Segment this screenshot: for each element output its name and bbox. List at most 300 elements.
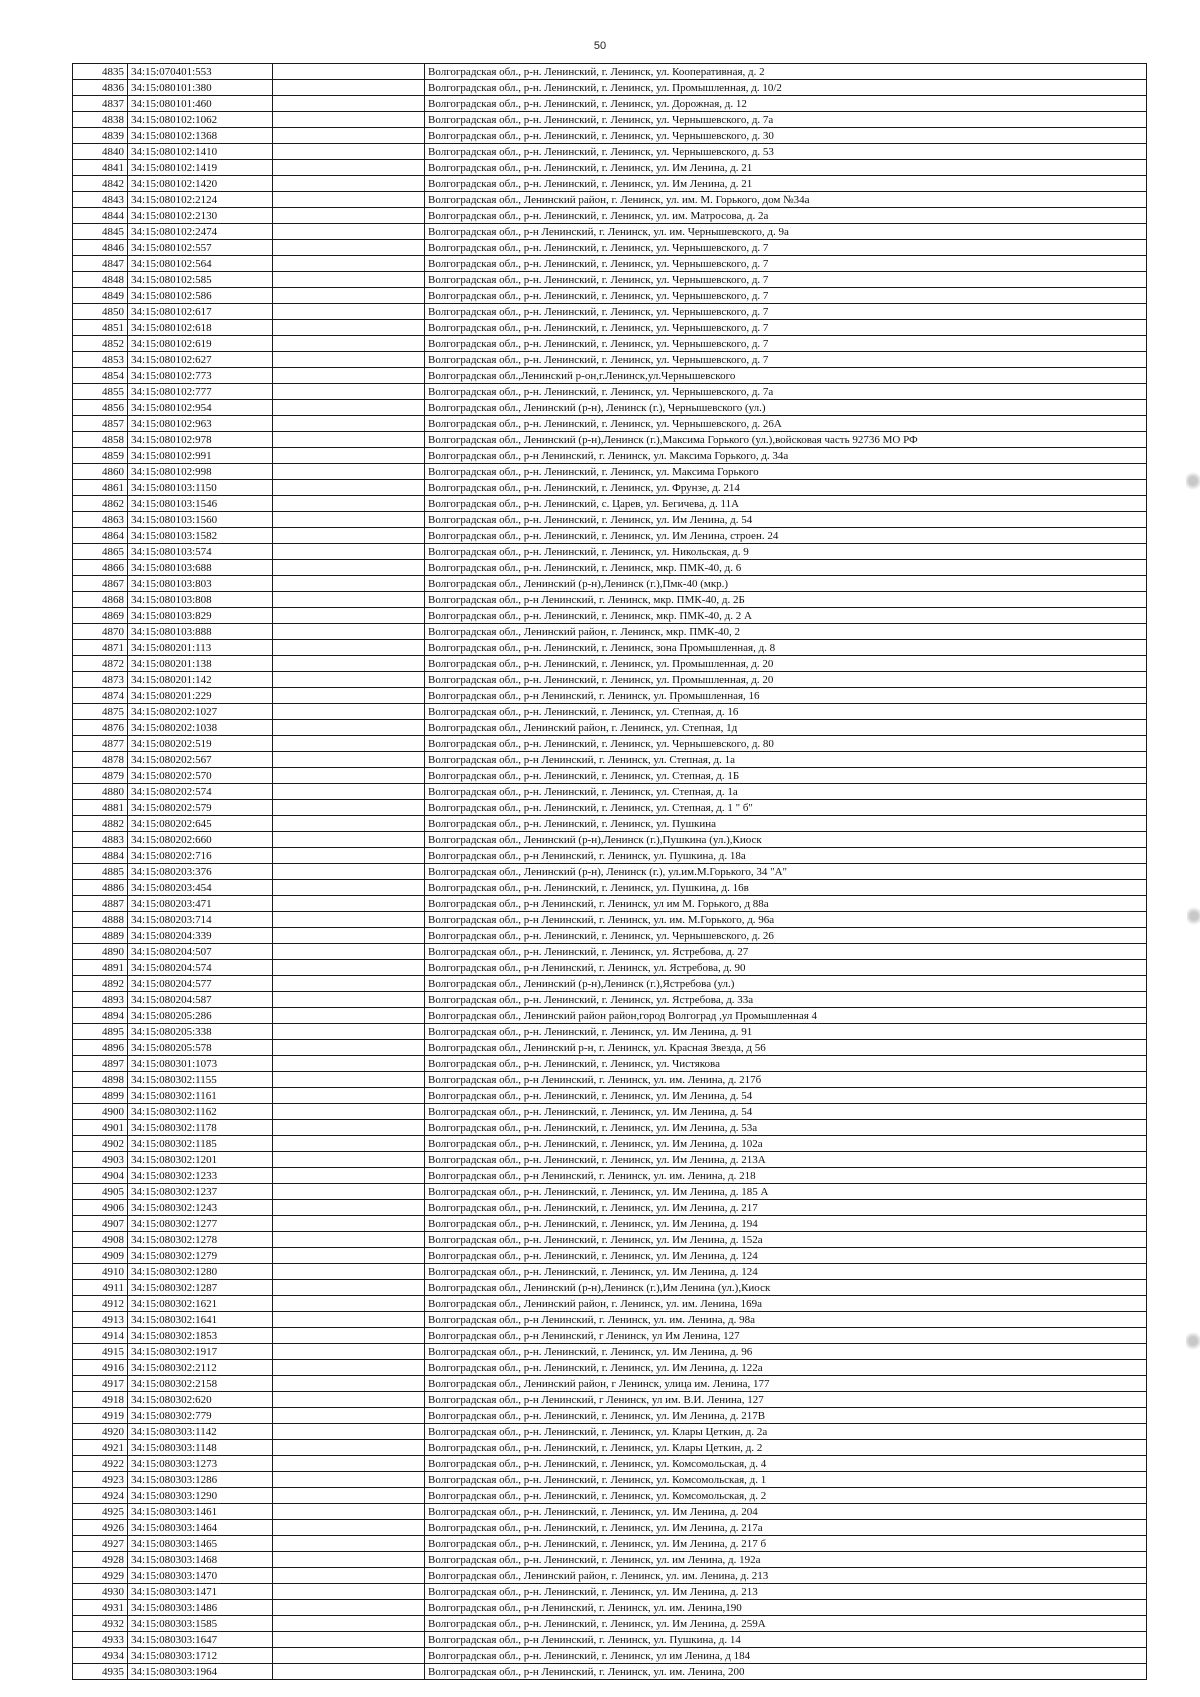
address: Волгоградская обл., р-н. Ленинский, г. Ленинск, ул. Клары Цеткин, д. 2а <box>425 1424 1147 1440</box>
empty-cell <box>273 224 425 240</box>
address: Волгоградская обл., р-н Ленинский, г. Ленинск, ул им М. Горького, д 88а <box>425 896 1147 912</box>
address: Волгоградская обл., р-н. Ленинский, г. Ленинск, ул. Им Ленина, д. 96 <box>425 1344 1147 1360</box>
empty-cell <box>273 736 425 752</box>
cadastral-number: 34:15:080202:1027 <box>128 704 273 720</box>
cadastral-number: 34:15:080203:714 <box>128 912 273 928</box>
table-row <box>73 608 1147 624</box>
empty-cell <box>273 1120 425 1136</box>
row-number: 4935 <box>73 1664 128 1680</box>
row-number: 4896 <box>73 1040 128 1056</box>
row-number: 4839 <box>73 128 128 144</box>
empty-cell <box>273 512 425 528</box>
row-number: 4910 <box>73 1264 128 1280</box>
table-row <box>73 1296 1147 1312</box>
empty-cell <box>273 1200 425 1216</box>
cadastral-number: 34:15:080302:1641 <box>128 1312 273 1328</box>
cadastral-number: 34:15:080202:519 <box>128 736 273 752</box>
address: Волгоградская обл., р-н. Ленинский, г. Ленинск, ул. Чернышевского, д. 26А <box>425 416 1147 432</box>
row-number: 4840 <box>73 144 128 160</box>
empty-cell <box>273 1104 425 1120</box>
address: Волгоградская обл., р-н Ленинский, г. Ленинск, ул. Пушкина, д. 14 <box>425 1632 1147 1648</box>
table-row <box>73 1088 1147 1104</box>
table-row <box>73 240 1147 256</box>
cadastral-number: 34:15:080103:574 <box>128 544 273 560</box>
table-row <box>73 416 1147 432</box>
row-number: 4906 <box>73 1200 128 1216</box>
empty-cell <box>273 112 425 128</box>
address: Волгоградская обл., р-н Ленинский, г. Ленинск, ул. им. Ленина,190 <box>425 1600 1147 1616</box>
address: Волгоградская обл., р-н. Ленинский, г. Ленинск, ул. Им Ленина, д. 204 <box>425 1504 1147 1520</box>
empty-cell <box>273 272 425 288</box>
cadastral-number: 34:15:080103:803 <box>128 576 273 592</box>
empty-cell <box>273 544 425 560</box>
address: Волгоградская обл., р-н Ленинский, г Ленинск, ул им. В.И. Ленина, 127 <box>425 1392 1147 1408</box>
cadastral-number: 34:15:080303:1470 <box>128 1568 273 1584</box>
table-row <box>73 896 1147 912</box>
row-number: 4887 <box>73 896 128 912</box>
address: Волгоградская обл., р-н. Ленинский, г. Ленинск, ул. Чернышевского, д. 80 <box>425 736 1147 752</box>
cadastral-number: 34:15:080102:564 <box>128 256 273 272</box>
empty-cell <box>273 688 425 704</box>
empty-cell <box>273 1280 425 1296</box>
row-number: 4837 <box>73 96 128 112</box>
table-row <box>73 1632 1147 1648</box>
address: Волгоградская обл., Ленинский (р-н),Ленинск (г.),Ястребова (ул.) <box>425 976 1147 992</box>
address: Волгоградская обл., Ленинский район, г. Ленинск, ул. им. Ленина, д. 213 <box>425 1568 1147 1584</box>
table-row <box>73 944 1147 960</box>
empty-cell <box>273 704 425 720</box>
table-row <box>73 1424 1147 1440</box>
cadastral-number: 34:15:080202:574 <box>128 784 273 800</box>
empty-cell <box>273 160 425 176</box>
row-number: 4917 <box>73 1376 128 1392</box>
cadastral-number: 34:15:080303:1964 <box>128 1664 273 1680</box>
cadastral-number: 34:15:080103:1546 <box>128 496 273 512</box>
table-row <box>73 352 1147 368</box>
row-number: 4867 <box>73 576 128 592</box>
table-row <box>73 528 1147 544</box>
empty-cell <box>273 1088 425 1104</box>
cadastral-number: 34:15:080303:1468 <box>128 1552 273 1568</box>
address: Волгоградская обл., р-н. Ленинский, г. Ленинск, ул. Пушкина, д. 16в <box>425 880 1147 896</box>
row-number: 4911 <box>73 1280 128 1296</box>
empty-cell <box>273 496 425 512</box>
row-number: 4852 <box>73 336 128 352</box>
address: Волгоградская обл., р-н. Ленинский, г. Ленинск, ул. Дорожная, д. 12 <box>425 96 1147 112</box>
table-row <box>73 160 1147 176</box>
cadastral-number: 34:15:080302:1279 <box>128 1248 273 1264</box>
cadastral-number: 34:15:080102:1420 <box>128 176 273 192</box>
empty-cell <box>273 416 425 432</box>
row-number: 4881 <box>73 800 128 816</box>
address: Волгоградская обл., р-н. Ленинский, г. Ленинск, ул. Им Ленина, д. 185 А <box>425 1184 1147 1200</box>
empty-cell <box>273 1264 425 1280</box>
table-row <box>73 800 1147 816</box>
row-number: 4846 <box>73 240 128 256</box>
empty-cell <box>273 1024 425 1040</box>
empty-cell <box>273 368 425 384</box>
cadastral-number: 34:15:080302:1185 <box>128 1136 273 1152</box>
table-row <box>73 1584 1147 1600</box>
address: Волгоградская обл., р-н Ленинский, г. Ленинск, ул. Степная, д. 1а <box>425 752 1147 768</box>
address: Волгоградская обл., Ленинский район район,город Волгоград ,ул Промышленная 4 <box>425 1008 1147 1024</box>
empty-cell <box>273 640 425 656</box>
address: Волгоградская обл., р-н. Ленинский, г. Ленинск, ул. Им Ленина, д. 122а <box>425 1360 1147 1376</box>
table-row <box>73 1136 1147 1152</box>
row-number: 4869 <box>73 608 128 624</box>
table-row <box>73 544 1147 560</box>
scan-artifact-mark <box>1187 905 1200 927</box>
table-row <box>73 192 1147 208</box>
row-number: 4849 <box>73 288 128 304</box>
row-number: 4863 <box>73 512 128 528</box>
table-row <box>73 1200 1147 1216</box>
empty-cell <box>273 880 425 896</box>
table-row <box>73 1536 1147 1552</box>
table-row <box>73 832 1147 848</box>
address: Волгоградская обл., р-н Ленинский, г. Ленинск, ул. им. М.Горького, д. 96а <box>425 912 1147 928</box>
cadastral-number: 34:15:080302:1621 <box>128 1296 273 1312</box>
table-row <box>73 1408 1147 1424</box>
row-number: 4836 <box>73 80 128 96</box>
table-row <box>73 288 1147 304</box>
table-row <box>73 496 1147 512</box>
row-number: 4845 <box>73 224 128 240</box>
row-number: 4892 <box>73 976 128 992</box>
row-number: 4914 <box>73 1328 128 1344</box>
cadastral-number: 34:15:080102:1410 <box>128 144 273 160</box>
address: Волгоградская обл., р-н. Ленинский, г. Ленинск, ул. Чернышевского, д. 7 <box>425 352 1147 368</box>
table-row <box>73 128 1147 144</box>
row-number: 4886 <box>73 880 128 896</box>
cadastral-number: 34:15:080302:1278 <box>128 1232 273 1248</box>
table-row <box>73 1376 1147 1392</box>
address: Волгоградская обл., р-н. Ленинский, г. Ленинск, ул. Чернышевского, д. 7 <box>425 320 1147 336</box>
address: Волгоградская обл., р-н. Ленинский, г. Ленинск, ул. Им Ленина, д. 217а <box>425 1520 1147 1536</box>
cadastral-number: 34:15:080303:1290 <box>128 1488 273 1504</box>
table-row <box>73 960 1147 976</box>
empty-cell <box>273 1504 425 1520</box>
empty-cell <box>273 944 425 960</box>
address: Волгоградская обл., р-н. Ленинский, г. Ленинск, ул им Ленина, д 184 <box>425 1648 1147 1664</box>
cadastral-number: 34:15:080302:1287 <box>128 1280 273 1296</box>
empty-cell <box>273 464 425 480</box>
cadastral-number: 34:15:080303:1286 <box>128 1472 273 1488</box>
table-row <box>73 1520 1147 1536</box>
address: Волгоградская обл., р-н. Ленинский, г. Ленинск, ул. Им Ленина, д. 21 <box>425 176 1147 192</box>
empty-cell <box>273 80 425 96</box>
row-number: 4838 <box>73 112 128 128</box>
table-row <box>73 1040 1147 1056</box>
empty-cell <box>273 864 425 880</box>
address: Волгоградская обл., р-н. Ленинский, г. Ленинск, ул. Чернышевского, д. 7 <box>425 288 1147 304</box>
address: Волгоградская обл., р-н. Ленинский, г. Ленинск, ул. Ястребова, д. 33а <box>425 992 1147 1008</box>
row-number: 4898 <box>73 1072 128 1088</box>
row-number: 4858 <box>73 432 128 448</box>
cadastral-number: 34:15:080102:618 <box>128 320 273 336</box>
address: Волгоградская обл., р-н. Ленинский, г. Ленинск, ул. Степная, д. 1Б <box>425 768 1147 784</box>
empty-cell <box>273 1040 425 1056</box>
cadastral-number: 34:15:080302:779 <box>128 1408 273 1424</box>
table-row <box>73 816 1147 832</box>
cadastral-number: 34:15:080102:617 <box>128 304 273 320</box>
row-number: 4878 <box>73 752 128 768</box>
cadastral-number: 34:15:080303:1461 <box>128 1504 273 1520</box>
empty-cell <box>273 1440 425 1456</box>
table-row <box>73 672 1147 688</box>
cadastral-number: 34:15:080302:1277 <box>128 1216 273 1232</box>
cadastral-number: 34:15:080102:2124 <box>128 192 273 208</box>
empty-cell <box>273 1392 425 1408</box>
empty-cell <box>273 1248 425 1264</box>
row-number: 4874 <box>73 688 128 704</box>
row-number: 4929 <box>73 1568 128 1584</box>
empty-cell <box>273 1616 425 1632</box>
cadastral-number: 34:15:080103:1582 <box>128 528 273 544</box>
table-row <box>73 1312 1147 1328</box>
row-number: 4882 <box>73 816 128 832</box>
cadastral-number: 34:15:080303:1486 <box>128 1600 273 1616</box>
cadastral-number: 34:15:080302:1201 <box>128 1152 273 1168</box>
empty-cell <box>273 1056 425 1072</box>
empty-cell <box>273 848 425 864</box>
empty-cell <box>273 592 425 608</box>
empty-cell <box>273 1456 425 1472</box>
table-row <box>73 752 1147 768</box>
row-number: 4850 <box>73 304 128 320</box>
cadastral-number: 34:15:080303:1585 <box>128 1616 273 1632</box>
row-number: 4883 <box>73 832 128 848</box>
cadastral-number: 34:15:080103:1150 <box>128 480 273 496</box>
empty-cell <box>273 1216 425 1232</box>
address: Волгоградская обл., р-н. Ленинский, г. Ленинск, ул. Промышленная, д. 20 <box>425 656 1147 672</box>
table-row <box>73 768 1147 784</box>
row-number: 4868 <box>73 592 128 608</box>
cadastral-number: 34:15:080201:229 <box>128 688 273 704</box>
empty-cell <box>273 1488 425 1504</box>
table-row <box>73 1344 1147 1360</box>
cadastral-number: 34:15:080201:138 <box>128 656 273 672</box>
row-number: 4871 <box>73 640 128 656</box>
table-row <box>73 1552 1147 1568</box>
address: Волгоградская обл., р-н. Ленинский, г. Ленинск, ул. Им Ленина, д. 21 <box>425 160 1147 176</box>
cadastral-number: 34:15:080302:1243 <box>128 1200 273 1216</box>
cadastral-number: 34:15:080202:567 <box>128 752 273 768</box>
cadastral-number: 34:15:080205:286 <box>128 1008 273 1024</box>
empty-cell <box>273 1568 425 1584</box>
cadastral-number: 34:15:080102:954 <box>128 400 273 416</box>
address: Волгоградская обл., р-н. Ленинский, г. Ленинск, ул. Фрунзе, д. 214 <box>425 480 1147 496</box>
table-row <box>73 1120 1147 1136</box>
page-number: 50 <box>593 40 607 52</box>
row-number: 4855 <box>73 384 128 400</box>
table-row <box>73 1008 1147 1024</box>
row-number: 4928 <box>73 1552 128 1568</box>
row-number: 4835 <box>73 64 128 80</box>
empty-cell <box>273 1552 425 1568</box>
address: Волгоградская обл., р-н. Ленинский, г. Ленинск, ул. Им Ленина, строен. 24 <box>425 528 1147 544</box>
table-row <box>73 1152 1147 1168</box>
row-number: 4934 <box>73 1648 128 1664</box>
address: Волгоградская обл., Ленинский р-н, г. Ленинск, ул. Красная Звезда, д 56 <box>425 1040 1147 1056</box>
table-row <box>73 256 1147 272</box>
row-number: 4912 <box>73 1296 128 1312</box>
cadastral-number: 34:15:080201:142 <box>128 672 273 688</box>
row-number: 4885 <box>73 864 128 880</box>
empty-cell <box>273 1664 425 1680</box>
cadastral-number: 34:15:080302:2112 <box>128 1360 273 1376</box>
row-number: 4921 <box>73 1440 128 1456</box>
cadastral-number: 34:15:080102:777 <box>128 384 273 400</box>
row-number: 4860 <box>73 464 128 480</box>
address: Волгоградская обл., р-н. Ленинский, г. Ленинск, ул. Им Ленина, д. 213А <box>425 1152 1147 1168</box>
table-row <box>73 224 1147 240</box>
address: Волгоградская обл., Ленинский (р-н),Ленинск (г.),Пмк-40 (мкр.) <box>425 576 1147 592</box>
row-number: 4926 <box>73 1520 128 1536</box>
address: Волгоградская обл., р-н. Ленинский, г. Ленинск, ул. Комсомольская, д. 2 <box>425 1488 1147 1504</box>
address: Волгоградская обл.,Ленинский р-он,г.Ленинск,ул.Чернышевского <box>425 368 1147 384</box>
cadastral-number: 34:15:080303:1142 <box>128 1424 273 1440</box>
address: Волгоградская обл., р-н. Ленинский, г. Ленинск, ул. Чернышевского, д. 30 <box>425 128 1147 144</box>
address: Волгоградская обл., р-н. Ленинский, г. Ленинск, зона Промышленная, д. 8 <box>425 640 1147 656</box>
table-row <box>73 1472 1147 1488</box>
table-row <box>73 176 1147 192</box>
address: Волгоградская обл., р-н. Ленинский, г. Ленинск, ул. Им Ленина, д. 102а <box>425 1136 1147 1152</box>
table-row <box>73 1360 1147 1376</box>
empty-cell <box>273 144 425 160</box>
empty-cell <box>273 976 425 992</box>
address: Волгоградская обл., Ленинский (р-н),Ленинск (г.),Максима Горького (ул.),войсковая часть 92736 МО РФ <box>425 432 1147 448</box>
address: Волгоградская обл., р-н Ленинский, г Ленинск, ул Им Ленина, 127 <box>425 1328 1147 1344</box>
empty-cell <box>273 1136 425 1152</box>
cadastral-number: 34:15:080302:2158 <box>128 1376 273 1392</box>
cadastral-number: 34:15:080102:991 <box>128 448 273 464</box>
row-number: 4884 <box>73 848 128 864</box>
registry-body <box>73 64 1147 1680</box>
cadastral-number: 34:15:080202:716 <box>128 848 273 864</box>
address: Волгоградская обл., Ленинский район, г. Ленинск, ул. Степная, 1д <box>425 720 1147 736</box>
address: Волгоградская обл., р-н. Ленинский, г. Ленинск, ул. Чернышевского, д. 7а <box>425 384 1147 400</box>
table-row <box>73 784 1147 800</box>
empty-cell <box>273 992 425 1008</box>
empty-cell <box>273 208 425 224</box>
address: Волгоградская обл., р-н Ленинский, г. Ленинск, ул. им. Ленина, д. 218 <box>425 1168 1147 1184</box>
address: Волгоградская обл., р-н Ленинский, г. Ленинск, ул. им. Ленина, д. 217б <box>425 1072 1147 1088</box>
row-number: 4907 <box>73 1216 128 1232</box>
empty-cell <box>273 240 425 256</box>
address: Волгоградская обл., р-н. Ленинский, г. Ленинск, ул. Им Ленина, д. 259А <box>425 1616 1147 1632</box>
address: Волгоградская обл., р-н Ленинский, г. Ленинск, ул. Ястребова, д. 90 <box>425 960 1147 976</box>
empty-cell <box>273 1472 425 1488</box>
row-number: 4848 <box>73 272 128 288</box>
address: Волгоградская обл., р-н. Ленинский, г. Ленинск, ул. Комсомольская, д. 1 <box>425 1472 1147 1488</box>
address: Волгоградская обл., р-н. Ленинский, г. Ленинск, мкр. ПМК-40, д. 6 <box>425 560 1147 576</box>
address: Волгоградская обл., Ленинский (р-н), Ленинск (г.), ул.им.М.Горького, 34 "А" <box>425 864 1147 880</box>
cadastral-number: 34:15:080302:1237 <box>128 1184 273 1200</box>
cadastral-number: 34:15:080302:620 <box>128 1392 273 1408</box>
empty-cell <box>273 256 425 272</box>
cadastral-number: 34:15:080102:627 <box>128 352 273 368</box>
cadastral-number: 34:15:080102:773 <box>128 368 273 384</box>
row-number: 4918 <box>73 1392 128 1408</box>
cadastral-number: 34:15:080303:1647 <box>128 1632 273 1648</box>
cadastral-number: 34:15:080102:585 <box>128 272 273 288</box>
address: Волгоградская обл., р-н. Ленинский, г. Ленинск, ул. Чернышевского, д. 7 <box>425 304 1147 320</box>
address: Волгоградская обл., р-н. Ленинский, г. Ленинск, ул. Им Ленина, д. 217 <box>425 1200 1147 1216</box>
cadastral-number: 34:15:080102:2474 <box>128 224 273 240</box>
table-row <box>73 1264 1147 1280</box>
row-number: 4920 <box>73 1424 128 1440</box>
empty-cell <box>273 752 425 768</box>
table-row <box>73 112 1147 128</box>
row-number: 4927 <box>73 1536 128 1552</box>
row-number: 4851 <box>73 320 128 336</box>
row-number: 4862 <box>73 496 128 512</box>
row-number: 4894 <box>73 1008 128 1024</box>
cadastral-number: 34:15:080302:1178 <box>128 1120 273 1136</box>
cadastral-number: 34:15:080202:1038 <box>128 720 273 736</box>
table-row <box>73 1184 1147 1200</box>
row-number: 4843 <box>73 192 128 208</box>
table-row <box>73 208 1147 224</box>
cadastral-number: 34:15:080303:1464 <box>128 1520 273 1536</box>
row-number: 4908 <box>73 1232 128 1248</box>
row-number: 4903 <box>73 1152 128 1168</box>
empty-cell <box>273 576 425 592</box>
table-row <box>73 432 1147 448</box>
empty-cell <box>273 288 425 304</box>
address: Волгоградская обл., р-н. Ленинский, г. Ленинск, ул. Комсомольская, д. 4 <box>425 1456 1147 1472</box>
empty-cell <box>273 1600 425 1616</box>
cadastral-number: 34:15:080102:2130 <box>128 208 273 224</box>
table-row <box>73 144 1147 160</box>
row-number: 4841 <box>73 160 128 176</box>
table-row <box>73 368 1147 384</box>
cadastral-number: 34:15:080101:380 <box>128 80 273 96</box>
cadastral-number: 34:15:080205:338 <box>128 1024 273 1040</box>
cadastral-number: 34:15:080302:1853 <box>128 1328 273 1344</box>
cadastral-number: 34:15:080103:808 <box>128 592 273 608</box>
cadastral-number: 34:15:080103:1560 <box>128 512 273 528</box>
row-number: 4895 <box>73 1024 128 1040</box>
cadastral-number: 34:15:080303:1712 <box>128 1648 273 1664</box>
table-row <box>73 720 1147 736</box>
row-number: 4853 <box>73 352 128 368</box>
table-row <box>73 512 1147 528</box>
empty-cell <box>273 656 425 672</box>
table-row <box>73 688 1147 704</box>
table-row <box>73 464 1147 480</box>
row-number: 4922 <box>73 1456 128 1472</box>
registry-table <box>72 63 1147 1680</box>
address: Волгоградская обл., р-н Ленинский, г. Ленинск, ул. Пушкина, д. 18а <box>425 848 1147 864</box>
address: Волгоградская обл., р-н. Ленинский, г. Ленинск, ул. Пушкина <box>425 816 1147 832</box>
empty-cell <box>273 1408 425 1424</box>
row-number: 4890 <box>73 944 128 960</box>
empty-cell <box>273 448 425 464</box>
address: Волгоградская обл., р-н Ленинский, г. Ленинск, ул. им. Чернышевского, д. 9а <box>425 224 1147 240</box>
row-number: 4891 <box>73 960 128 976</box>
address: Волгоградская обл., р-н. Ленинский, г. Ленинск, ул. Им Ленина, д. 213 <box>425 1584 1147 1600</box>
cadastral-number: 34:15:080204:339 <box>128 928 273 944</box>
empty-cell <box>273 1584 425 1600</box>
address: Волгоградская обл., р-н. Ленинский, г. Ленинск, ул. Степная, д. 16 <box>425 704 1147 720</box>
address: Волгоградская обл., р-н. Ленинский, г. Ленинск, ул. Им Ленина, д. 194 <box>425 1216 1147 1232</box>
row-number: 4865 <box>73 544 128 560</box>
address: Волгоградская обл., р-н. Ленинский, г. Ленинск, ул. Им Ленина, д. 54 <box>425 512 1147 528</box>
empty-cell <box>273 624 425 640</box>
row-number: 4897 <box>73 1056 128 1072</box>
